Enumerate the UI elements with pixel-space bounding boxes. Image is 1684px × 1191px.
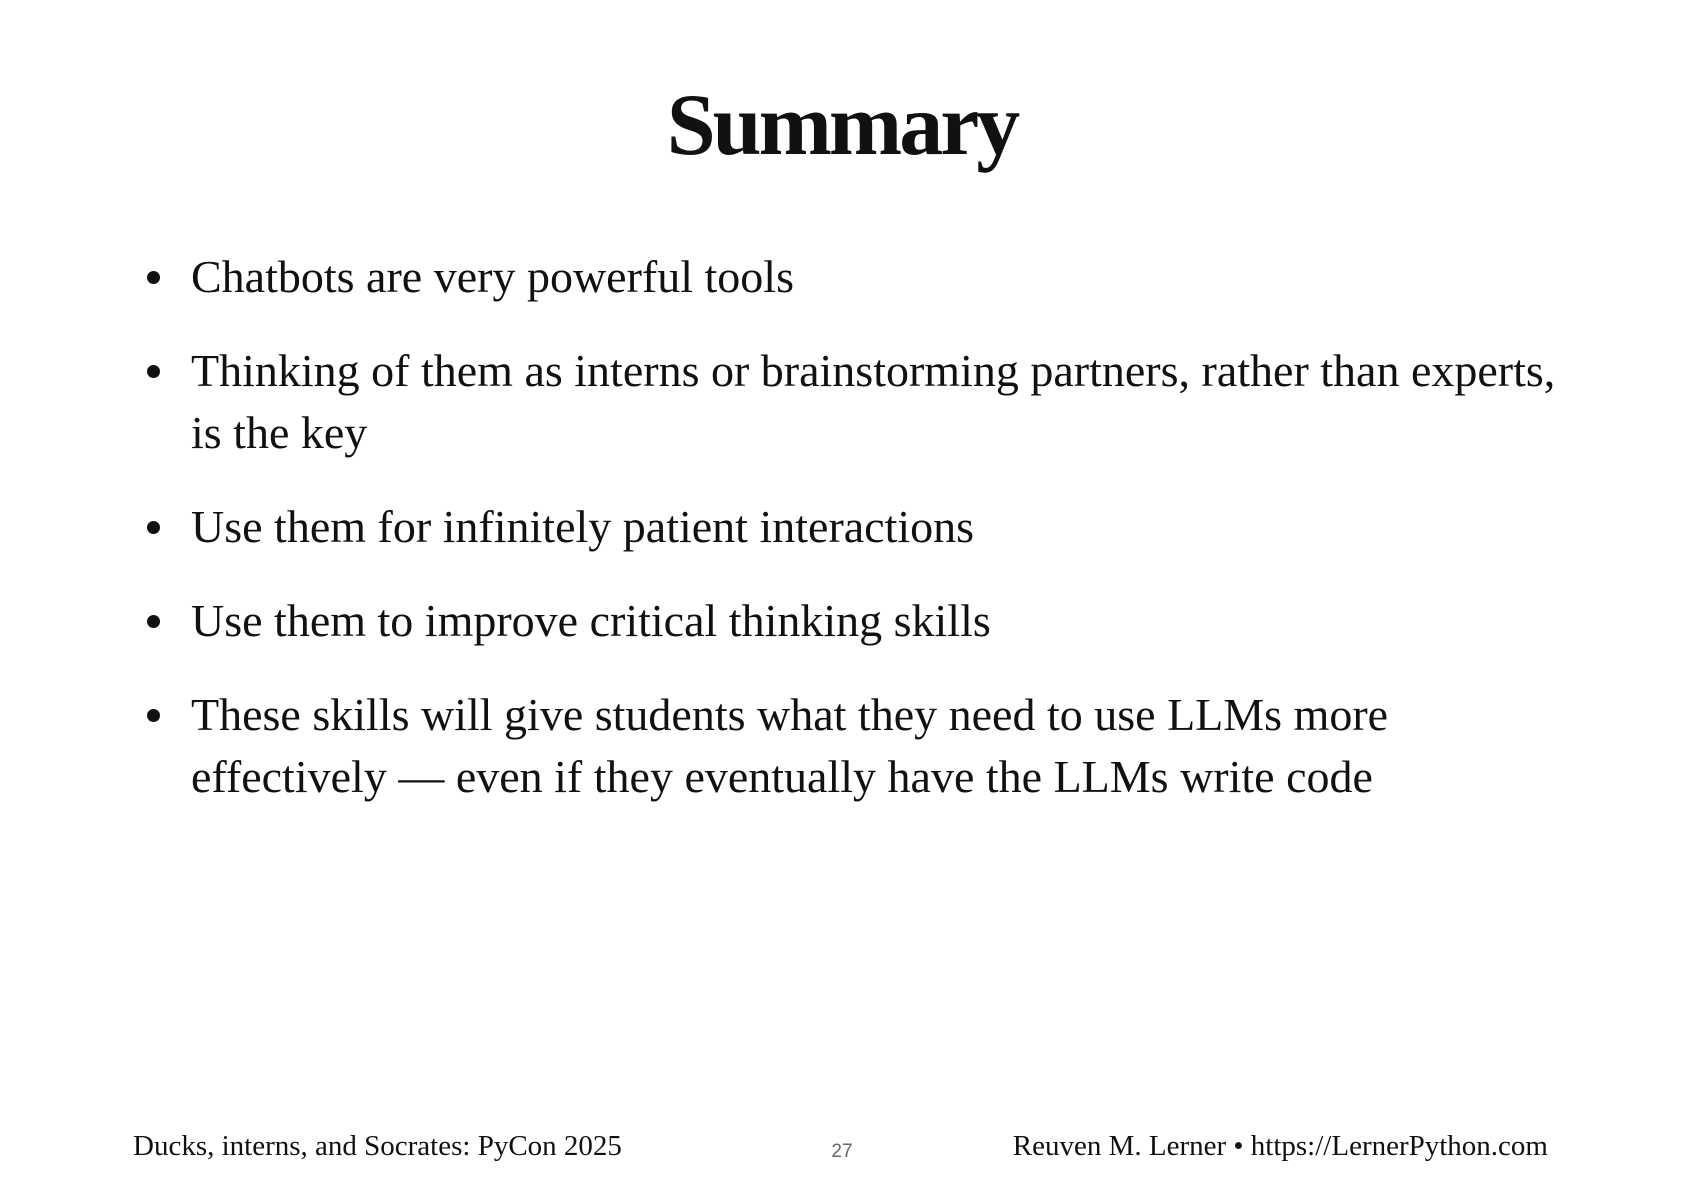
bullet-dot-icon <box>147 709 160 722</box>
bullet-list <box>143 246 1563 840</box>
bullet-text: These skills will give students what they need to use LLMs more effectively — even if they eventually have the LLMs write code <box>191 689 1389 802</box>
bullet-item <box>143 684 1563 808</box>
bullet-item <box>143 340 1563 464</box>
bullet-dot-icon <box>147 365 160 378</box>
bullet-text: Thinking of them as interns or brainstorming partners, rather than experts, is the key <box>191 345 1556 458</box>
bullet-item <box>143 246 1563 308</box>
bullet-text: Use them to improve critical thinking skills <box>191 595 991 646</box>
bullet-text: Use them for infinitely patient interactions <box>191 501 975 552</box>
page-number: 27 <box>831 1141 853 1162</box>
bullet-item <box>143 496 1563 558</box>
bullet-dot-icon <box>147 271 160 284</box>
slide-title: Summary <box>666 77 1018 174</box>
bullet-item <box>143 590 1563 652</box>
bullet-text: Chatbots are very powerful tools <box>191 251 794 302</box>
footer-author: Reuven M. Lerner • https://LernerPython.com <box>1012 1130 1548 1162</box>
footer-talk-title: Ducks, interns, and Socrates: PyCon 2025 <box>133 1130 622 1162</box>
bullet-dot-icon <box>147 615 160 628</box>
bullet-dot-icon <box>147 521 160 534</box>
